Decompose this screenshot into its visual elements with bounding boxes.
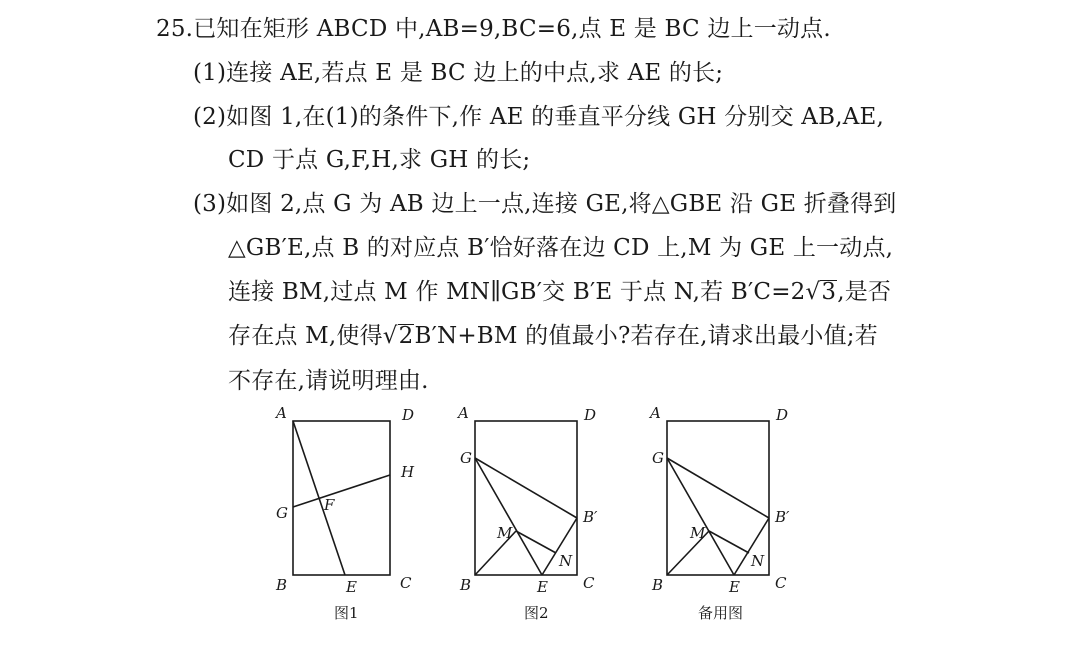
fig3-label-E: E (729, 578, 740, 596)
fig1-label-C: C (400, 574, 412, 592)
fig1-label-E: E (346, 578, 357, 596)
part3-text-line5: 不存在,请说明理由. (228, 368, 429, 394)
fig2-label-N: N (559, 552, 573, 570)
part3-line3-post: ,是否 (837, 279, 892, 305)
fig2-label-C: C (583, 574, 595, 592)
part3-text-line2: △GB′E,点 B 的对应点 B′恰好落在边 CD 上,M 为 GE 上一动点, (228, 235, 894, 261)
part3-line4-post: B′N+BM 的值最小?若存在,请求出最小值;若 (414, 323, 878, 349)
fig2-label-A: A (458, 404, 469, 422)
sqrt-radicand: 2 (398, 323, 414, 349)
fig2-segment-MN (516, 531, 556, 553)
part3-line4-pre: 存在点 M,使得 (228, 323, 383, 349)
fig2-label-D: D (584, 406, 597, 424)
fig3-label-D: D (776, 406, 789, 424)
fig3-label-M: M (690, 524, 706, 542)
fig1-segment-GH (293, 475, 390, 507)
fig2-segment-GE (475, 458, 542, 575)
fig3-label-A: A (650, 404, 661, 422)
fig1-label-G: G (276, 504, 288, 522)
fig1-label-A: A (276, 404, 287, 422)
part1-text: (1)连接 AE,若点 E 是 BC 边上的中点,求 AE 的长; (193, 60, 724, 86)
fig3-label-C: C (775, 574, 787, 592)
fig3-label-Bprime: B′ (775, 508, 790, 526)
fig1-label-B: B (276, 576, 288, 594)
fig2-label-Bprime: B′ (583, 508, 598, 526)
fig3-label-N: N (751, 552, 765, 570)
fig1-rectangle (293, 421, 390, 575)
fig3-label-B: B (652, 576, 664, 594)
figure-1 (274, 404, 415, 622)
figure-spare (648, 404, 790, 622)
sqrt-sign: √ (382, 323, 398, 349)
fig1-label-D: D (402, 406, 415, 424)
fig1-label-F: F (324, 496, 335, 514)
figure-2 (456, 404, 598, 622)
sqrt-sign: √ (805, 279, 821, 305)
fig3-label-G: G (652, 449, 664, 467)
fig2-label-B: B (460, 576, 472, 594)
fig3-segment-GE (667, 458, 734, 575)
fig2-label-G: G (460, 449, 472, 467)
fig2-label-M: M (497, 524, 513, 542)
part3-text-line1: (3)如图 2,点 G 为 AB 边上一点,连接 GE,将△GBE 沿 GE 折叠得到 (193, 191, 897, 217)
part2-text-line1: (2)如图 1,在(1)的条件下,作 AE 的垂直平分线 GH 分别交 AB,AE, (193, 104, 885, 130)
fig3-caption: 备用图 (698, 604, 744, 622)
fig3-segment-GBprime (667, 458, 769, 518)
problem-number: 25. (156, 16, 194, 42)
fig1-label-H: H (401, 463, 415, 481)
part3-line3-pre: 连接 BM,过点 M 作 MN∥GB′交 B′E 于点 N,若 B′C=2 (228, 279, 806, 305)
sqrt-radicand: 3 (821, 279, 837, 305)
fig1-caption: 图1 (334, 604, 359, 622)
part2-text-line2: CD 于点 G,F,H,求 GH 的长; (228, 147, 531, 173)
fig2-caption: 图2 (524, 604, 549, 622)
fig2-label-E: E (537, 578, 548, 596)
fig2-segment-GBprime (475, 458, 577, 518)
problem-stem-text: 已知在矩形 ABCD 中,AB=9,BC=6,点 E 是 BC 边上一动点. (193, 16, 831, 42)
